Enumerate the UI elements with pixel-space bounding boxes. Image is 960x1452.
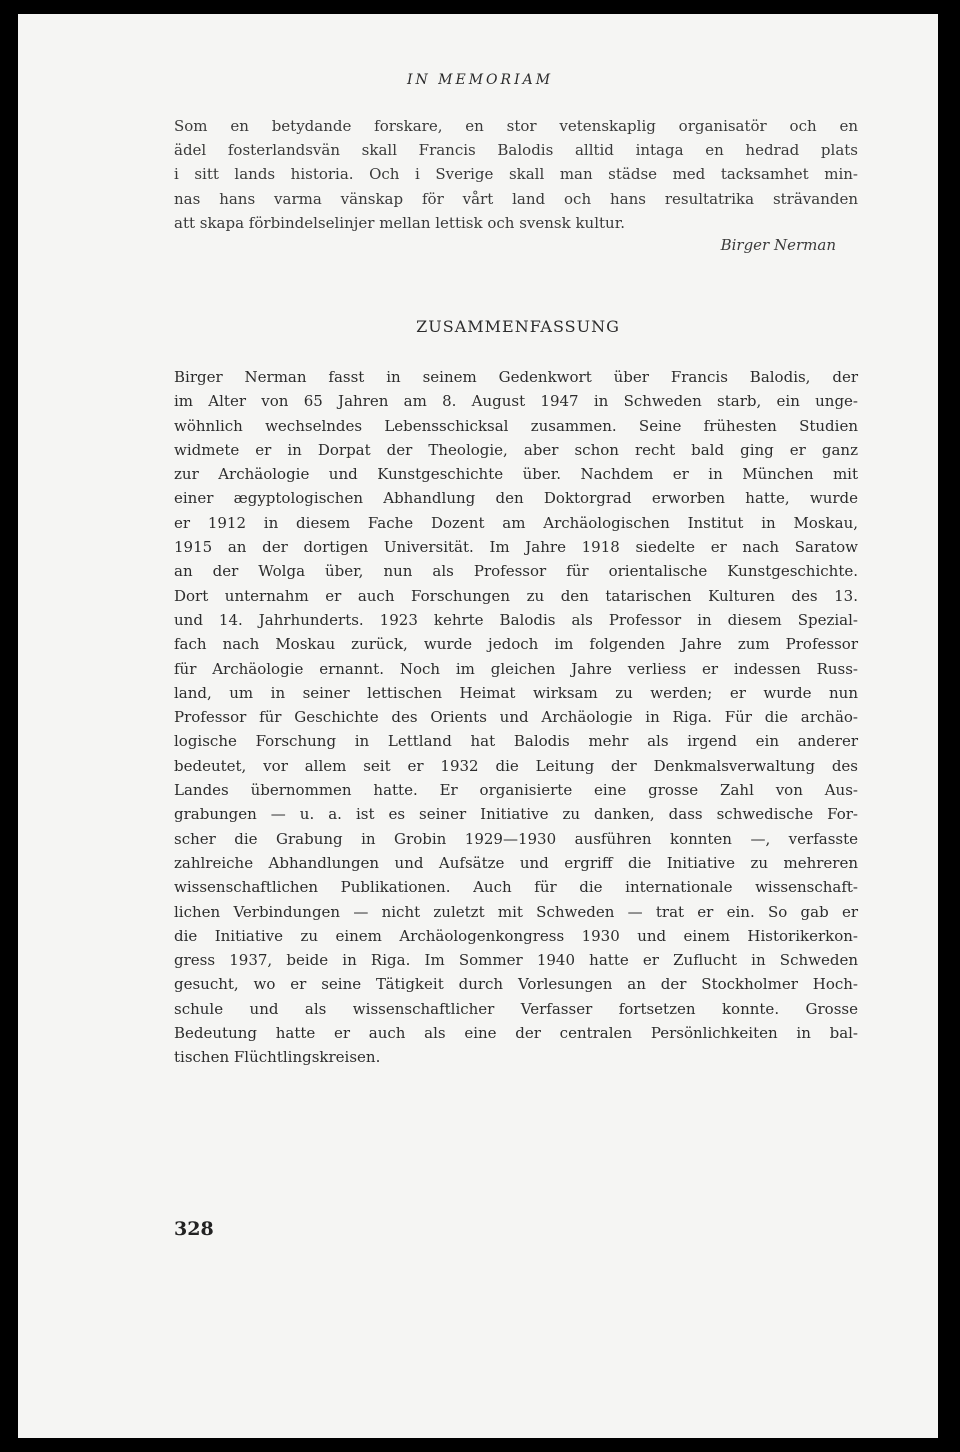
text-line: logische Forschung in Lettland hat Balodis mehr als irgend ein anderer xyxy=(174,732,858,751)
text-line: gress 1937, beide in Riga. Im Sommer 1940 hatte er Zuflucht in Schweden xyxy=(174,951,858,970)
page-number: 328 xyxy=(174,1218,214,1240)
text-line: land, um in seiner lettischen Heimat wirksam zu werden; er wurde nun xyxy=(174,683,858,702)
text-line: widmete er in Dorpat der Theologie, aber schon recht bald ging er ganz xyxy=(174,440,858,459)
text-line: die Initiative zu einem Archäologenkongress 1930 und einem Historikerkon- xyxy=(174,926,858,945)
text-line: wöhnlich wechselndes Lebensschicksal zusammen. Seine frühesten Studien xyxy=(174,416,858,435)
text-line: Professor für Geschichte des Orients und Archäologie in Riga. Für die archäo- xyxy=(174,708,858,727)
text-line: gesucht, wo er seine Tätigkeit durch Vorlesungen an der Stockholmer Hoch- xyxy=(174,975,858,994)
text-line: Som en betydande forskare, en stor vetenskaplig organisatör och en xyxy=(174,117,858,135)
text-line: zur Archäologie und Kunstgeschichte über. Nachdem er in München mit xyxy=(174,465,858,484)
author-signature: Birger Nerman xyxy=(720,236,836,254)
text-line: für Archäologie ernannt. Noch im gleichen Jahre verliess er indessen Russ- xyxy=(174,659,858,678)
summary-heading: ZUSAMMENFASSUNG xyxy=(416,317,620,336)
text-line: Bedeutung hatte er auch als eine der centralen Persönlichkeiten in bal- xyxy=(174,1024,858,1043)
text-line: i sitt lands historia. Och i Sverige skall man städse med tacksamhet min- xyxy=(174,165,858,184)
text-line: fach nach Moskau zurück, wurde jedoch im folgenden Jahre zum Professor xyxy=(174,635,858,654)
text-line: ädel fosterlandsvän skall Francis Balodis alltid intaga en hedrad plats xyxy=(174,141,858,160)
swedish-paragraph xyxy=(174,114,858,235)
text-line: an der Wolga über, nun als Professor für orientalische Kunstgeschichte. xyxy=(174,562,858,581)
text-line: einer ægyptologischen Abhandlung den Doktorgrad erworben hatte, wurde xyxy=(174,489,858,508)
text-line: grabungen — u. a. ist es seiner Initiative zu danken, dass schwedische For- xyxy=(174,805,858,824)
text-line: lichen Verbindungen — nicht zuletzt mit Schweden — trat er ein. So gab er xyxy=(174,902,858,921)
text-line: 1915 an der dortigen Universität. Im Jahre 1918 siedelte er nach Saratow xyxy=(174,538,858,557)
text-line: Landes übernommen hatte. Er organisierte eine grosse Zahl von Aus- xyxy=(174,781,858,800)
text-line: Birger Nerman fasst in seinem Gedenkwort über Francis Balodis, der xyxy=(174,368,858,386)
text-line: Dort unternahm er auch Forschungen zu den tatarischen Kulturen des 13. xyxy=(174,586,858,605)
text-line: att skapa förbindelselinjer mellan lettisk och svensk kultur. xyxy=(174,213,625,232)
text-line: schule und als wissenschaftlicher Verfasser fortsetzen konnte. Grosse xyxy=(174,999,858,1018)
text-line: tischen Flüchtlingskreisen. xyxy=(174,1048,381,1067)
text-line: zahlreiche Abhandlungen und Aufsätze und ergriff die Initiative zu mehreren xyxy=(174,853,858,872)
text-line: und 14. Jahrhunderts. 1923 kehrte Balodis als Professor in diesem Spezial- xyxy=(174,610,858,629)
text-line: nas hans varma vänskap för vårt land och hans resultatrika strävanden xyxy=(174,189,858,208)
running-head: IN MEMORIAM xyxy=(406,72,554,88)
text-line: wissenschaftlichen Publikationen. Auch für die internationale wissenschaft- xyxy=(174,878,858,897)
text-line: bedeutet, vor allem seit er 1932 die Leitung der Denkmalsverwaltung des xyxy=(174,756,858,775)
german-summary-paragraph xyxy=(174,365,858,1070)
text-line: er 1912 in diesem Fache Dozent am Archäologischen Institut in Moskau, xyxy=(174,513,858,532)
text-line: scher die Grabung in Grobin 1929—1930 ausführen konnten —, verfasste xyxy=(174,829,858,848)
text-line: im Alter von 65 Jahren am 8. August 1947 in Schweden starb, ein unge- xyxy=(174,392,858,411)
